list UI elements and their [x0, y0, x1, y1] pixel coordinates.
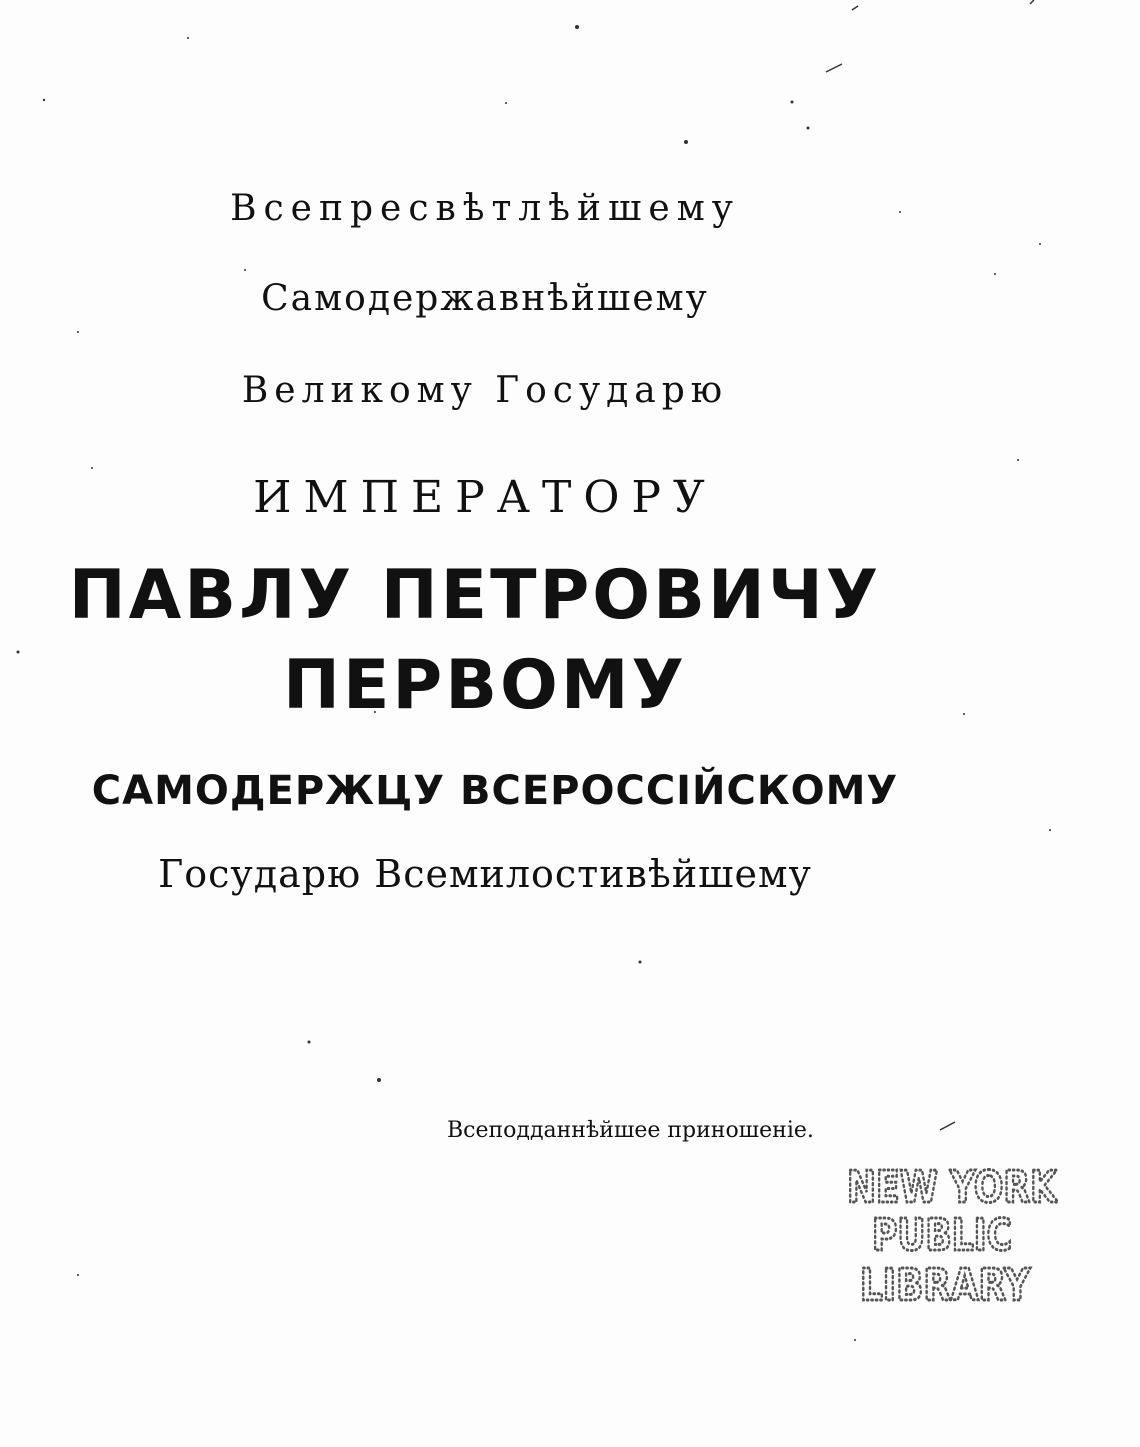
dedication-line-8: Государю Всемилостивѣйшему	[158, 852, 812, 896]
svg-text:PUBLIC: PUBLIC	[872, 1210, 1012, 1261]
emperor-name: ПАВЛУ ПЕТРОВИЧУ	[68, 556, 882, 635]
library-stamp	[842, 1162, 1062, 1312]
dedication-line-7: САМОДЕРЖЦУ ВСЕРОССІЙСКОМУ	[91, 768, 899, 814]
emperor-ordinal: ПЕРВОМУ	[283, 646, 687, 725]
dedication-line-4: ИМПЕРАТОРУ	[253, 472, 717, 523]
dedication-line-3: Великому Государю	[241, 370, 729, 411]
svg-text:NEW YORK: NEW YORK	[847, 1162, 1059, 1213]
dedication-line-2: Самодержавнѣйшему	[261, 278, 709, 319]
offering-text: Всеподданнѣйшее приношеніе.	[447, 1118, 814, 1143]
dedication-line-1: Всепресвѣтлѣйшему	[230, 188, 740, 229]
svg-text:LIBRARY: LIBRARY	[860, 1260, 1031, 1311]
